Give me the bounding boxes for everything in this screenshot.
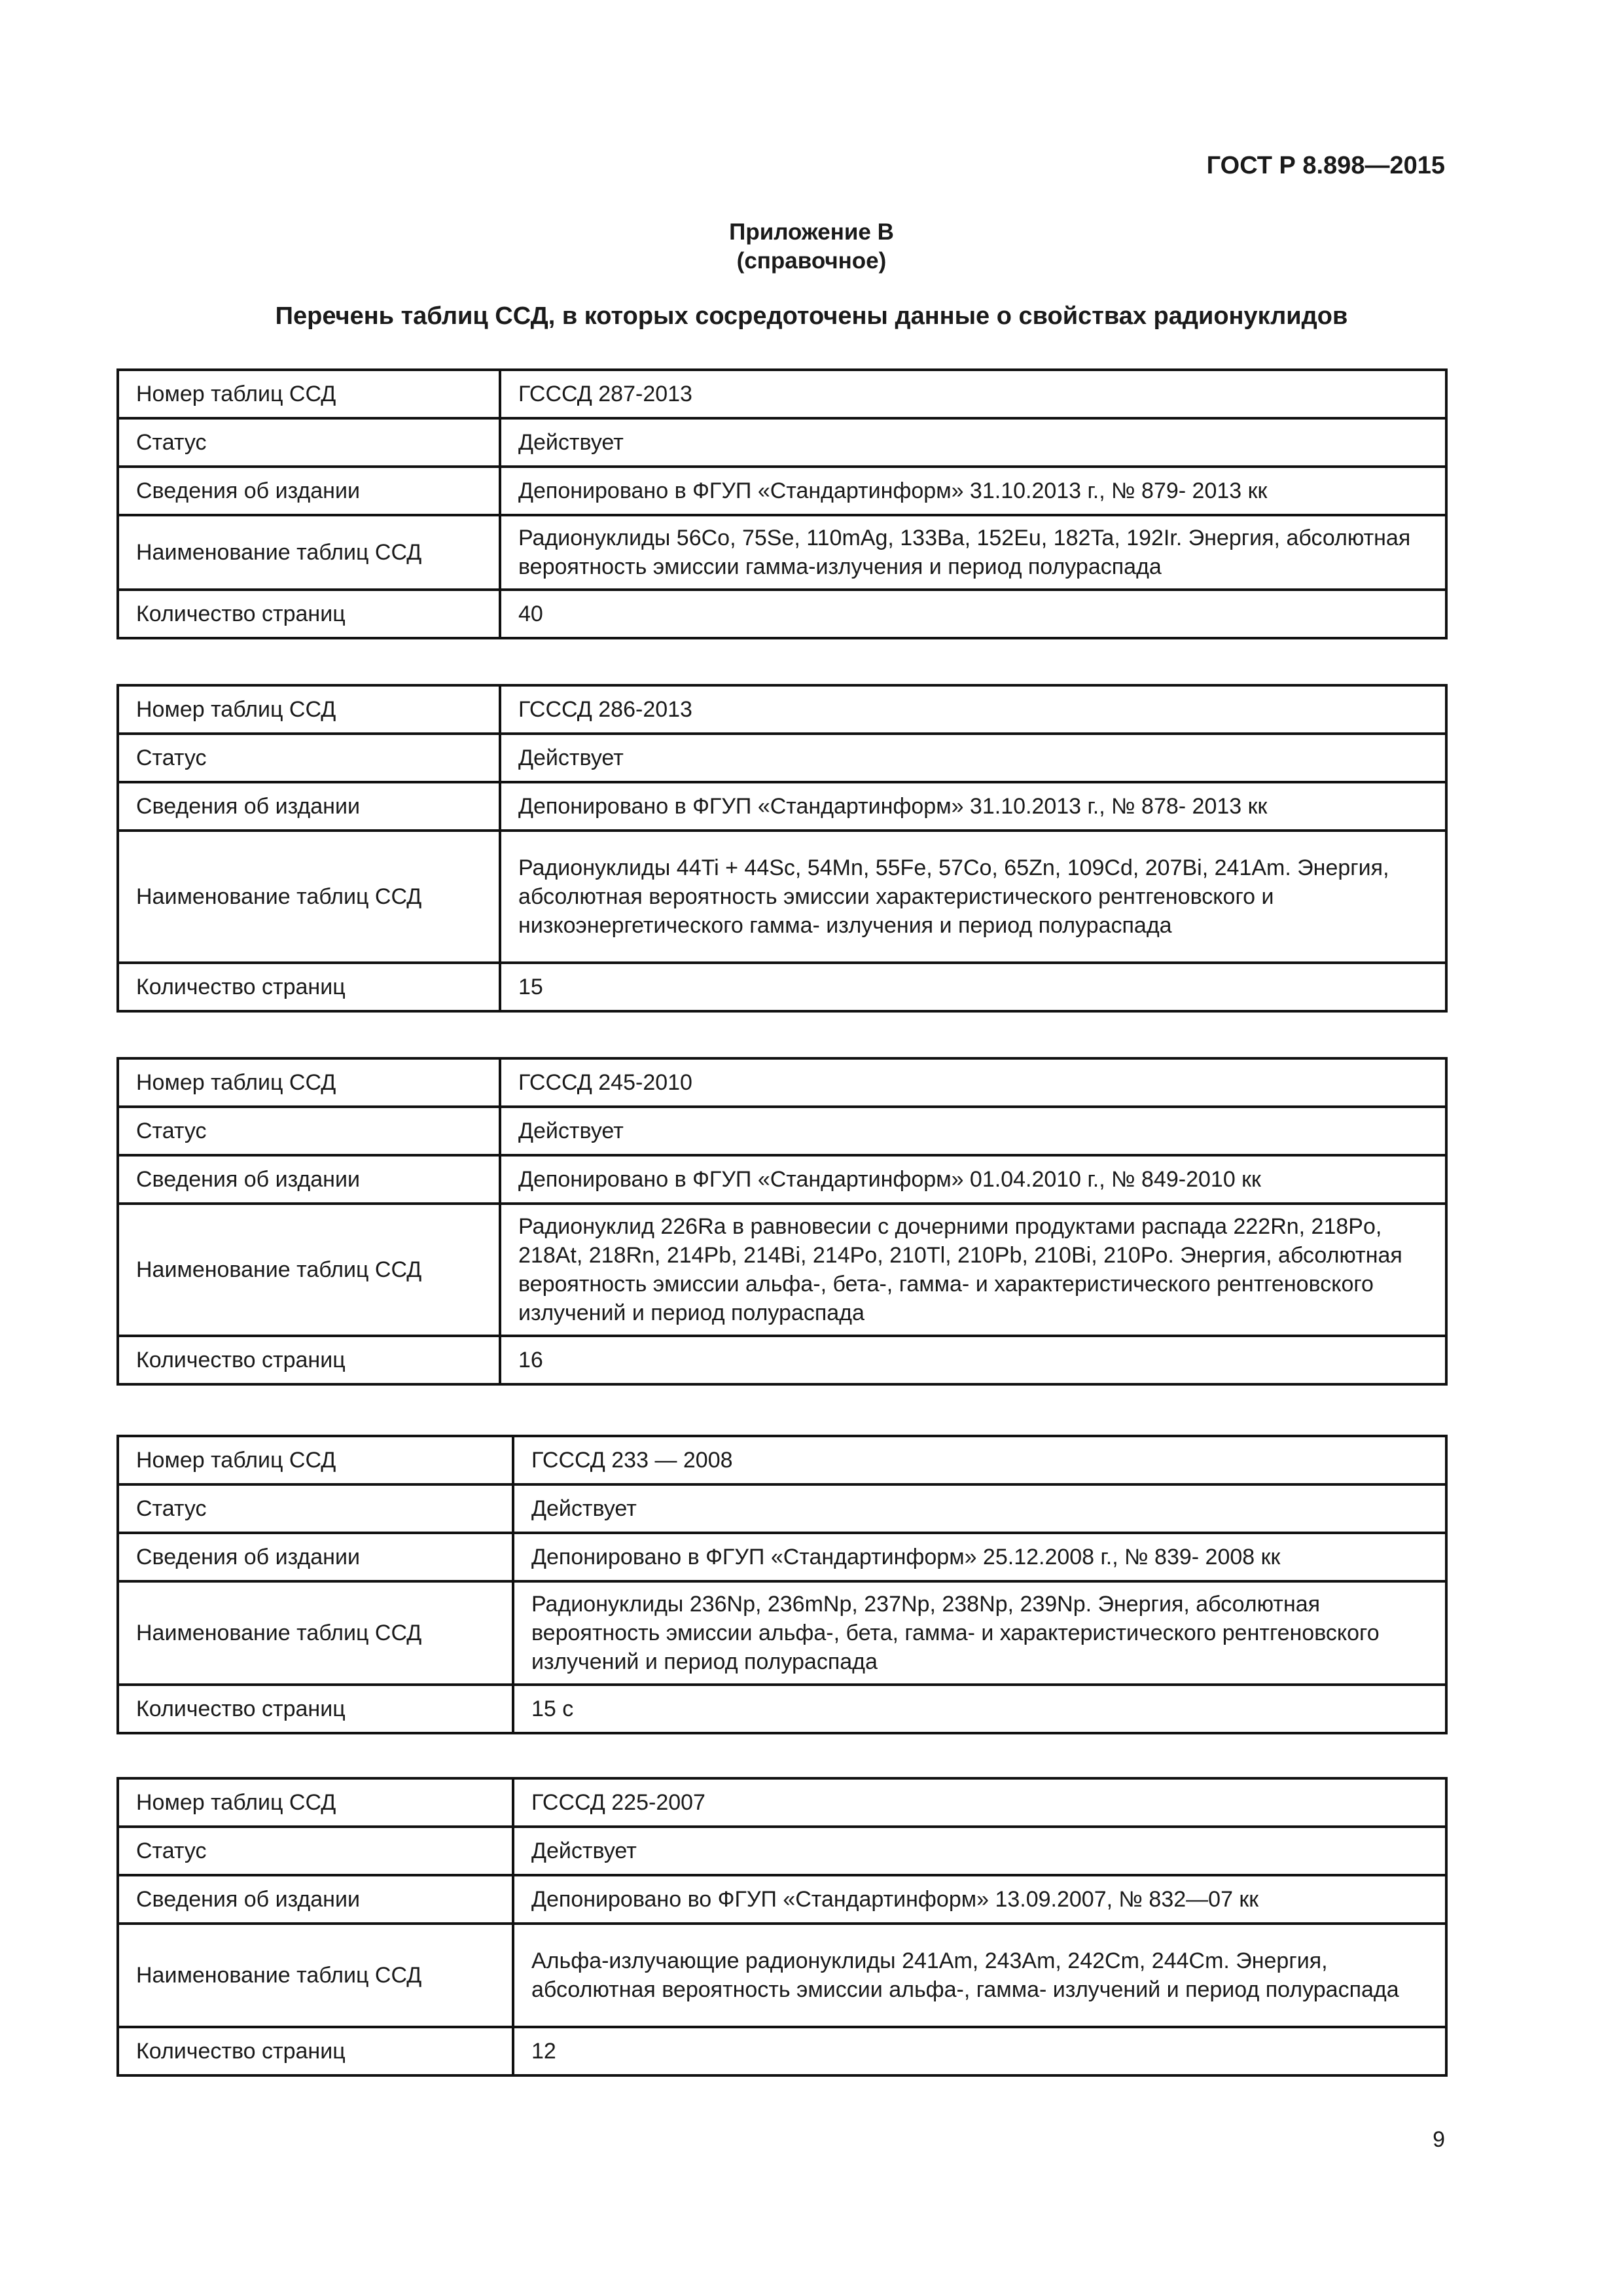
table-row — [118, 1336, 1446, 1384]
pages-value: 12 — [513, 2027, 1446, 2075]
table-row — [118, 1827, 1446, 1875]
publication-value: Депонировано в ФГУП «Стандартинформ» 25.12.2008 г., № 839- 2008 кк — [513, 1533, 1446, 1581]
ssd-table — [116, 1435, 1448, 1734]
row-label: Наименование таблиц ССД — [118, 831, 500, 963]
ssd-table — [116, 368, 1448, 639]
table-row — [118, 1204, 1446, 1336]
row-label: Номер таблиц ССД — [118, 685, 500, 734]
table-row — [118, 1155, 1446, 1204]
table-row — [118, 1875, 1446, 1924]
row-label: Наименование таблиц ССД — [118, 1924, 513, 2027]
row-label: Статус — [118, 1107, 500, 1155]
table-row — [118, 963, 1446, 1011]
table-row — [118, 1533, 1446, 1581]
table-row — [118, 734, 1446, 782]
row-label: Сведения об издании — [118, 1533, 513, 1581]
status-value: Действует — [500, 1107, 1446, 1155]
row-label: Наименование таблиц ССД — [118, 1581, 513, 1685]
row-label: Количество страниц — [118, 1336, 500, 1384]
table-row — [118, 1924, 1446, 2027]
annex-subtitle: (справочное) — [736, 248, 887, 274]
table-number-value: ГСССД 225-2007 — [513, 1778, 1446, 1827]
row-label: Номер таблиц ССД — [118, 1436, 513, 1484]
row-label: Статус — [118, 1484, 513, 1533]
name-value: Радионуклид 226Ra в равновесии с дочерними продуктами распада 222Rn, 218Po, 218At, 218Rn, 214Pb, 214Bi, 214Po, 210Tl, 210Pb, 210Bi, 210Po. Энергия, абсолютная вероятность эмиссии альфа-, бета-, гамма- и характеристического рентгеновского излучений и период полураспада — [500, 1204, 1446, 1336]
row-label: Статус — [118, 734, 500, 782]
table-row — [118, 782, 1446, 831]
page-number: 9 — [1433, 2127, 1445, 2152]
table-row — [118, 370, 1446, 418]
table-number-value: ГСССД 286-2013 — [500, 685, 1446, 734]
table-row — [118, 1058, 1446, 1107]
row-label: Статус — [118, 418, 500, 467]
table-row — [118, 1107, 1446, 1155]
ssd-table — [116, 1777, 1448, 2077]
row-label: Сведения об издании — [118, 782, 500, 831]
pages-value: 15 — [500, 963, 1446, 1011]
name-value: Радионуклиды 44Ti + 44Sc, 54Mn, 55Fe, 57Co, 65Zn, 109Cd, 207Bi, 241Am. Энергия, абсолютная вероятность эмиссии характеристического рентгеновского и низкоэнергетического гамма- излучения и период полураспада — [500, 831, 1446, 963]
name-value: Радионуклиды 236Np, 236mNp, 237Np, 238Np, 239Np. Энергия, абсолютная вероятность эмиссии альфа-, бета, гамма- и характеристического рентгеновского излучений и период полураспада — [513, 1581, 1446, 1685]
annex-title: Приложение В — [729, 219, 894, 245]
table-row — [118, 418, 1446, 467]
table-number-value: ГСССД 245-2010 — [500, 1058, 1446, 1107]
table-row — [118, 515, 1446, 590]
document-code: ГОСТ Р 8.898—2015 — [1206, 152, 1445, 179]
row-label: Номер таблиц ССД — [118, 1058, 500, 1107]
annex-heading — [0, 218, 1623, 276]
name-value: Радионуклиды 56Co, 75Se, 110mAg, 133Ba, 152Eu, 182Ta, 192Ir. Энергия, абсолютная вероятность эмиссии гамма-излучения и период полураспада — [500, 515, 1446, 590]
publication-value: Депонировано во ФГУП «Стандартинформ» 13.09.2007, № 832—07 кк — [513, 1875, 1446, 1924]
table-row — [118, 1685, 1446, 1733]
pages-value: 15 с — [513, 1685, 1446, 1733]
table-row — [118, 1778, 1446, 1827]
table-number-value: ГСССД 233 — 2008 — [513, 1436, 1446, 1484]
pages-value: 40 — [500, 590, 1446, 638]
ssd-table — [116, 1057, 1448, 1386]
pages-value: 16 — [500, 1336, 1446, 1384]
row-label: Сведения об издании — [118, 467, 500, 515]
table-row — [118, 1484, 1446, 1533]
publication-value: Депонировано в ФГУП «Стандартинформ» 01.04.2010 г., № 849-2010 кк — [500, 1155, 1446, 1204]
table-row — [118, 590, 1446, 638]
publication-value: Депонировано в ФГУП «Стандартинформ» 31.10.2013 г., № 878- 2013 кк — [500, 782, 1446, 831]
row-label: Статус — [118, 1827, 513, 1875]
status-value: Действует — [513, 1827, 1446, 1875]
table-number-value: ГСССД 287-2013 — [500, 370, 1446, 418]
row-label: Наименование таблиц ССД — [118, 1204, 500, 1336]
table-row — [118, 831, 1446, 963]
list-title: Перечень таблиц ССД, в которых сосредоточены данные о свойствах радионуклидов — [275, 302, 1348, 330]
table-row — [118, 1436, 1446, 1484]
status-value: Действует — [500, 734, 1446, 782]
row-label: Количество страниц — [118, 590, 500, 638]
row-label: Количество страниц — [118, 2027, 513, 2075]
status-value: Действует — [500, 418, 1446, 467]
row-label: Номер таблиц ССД — [118, 1778, 513, 1827]
row-label: Наименование таблиц ССД — [118, 515, 500, 590]
row-label: Количество страниц — [118, 963, 500, 1011]
row-label: Номер таблиц ССД — [118, 370, 500, 418]
table-row — [118, 1581, 1446, 1685]
table-row — [118, 467, 1446, 515]
status-value: Действует — [513, 1484, 1446, 1533]
table-row — [118, 685, 1446, 734]
row-label: Сведения об издании — [118, 1155, 500, 1204]
row-label: Количество страниц — [118, 1685, 513, 1733]
name-value: Альфа-излучающие радионуклиды 241Am, 243Am, 242Cm, 244Cm. Энергия, абсолютная вероятность эмиссии альфа-, гамма- излучений и период полураспада — [513, 1924, 1446, 2027]
row-label: Сведения об издании — [118, 1875, 513, 1924]
publication-value: Депонировано в ФГУП «Стандартинформ» 31.10.2013 г., № 879- 2013 кк — [500, 467, 1446, 515]
table-row — [118, 2027, 1446, 2075]
ssd-table — [116, 684, 1448, 1013]
